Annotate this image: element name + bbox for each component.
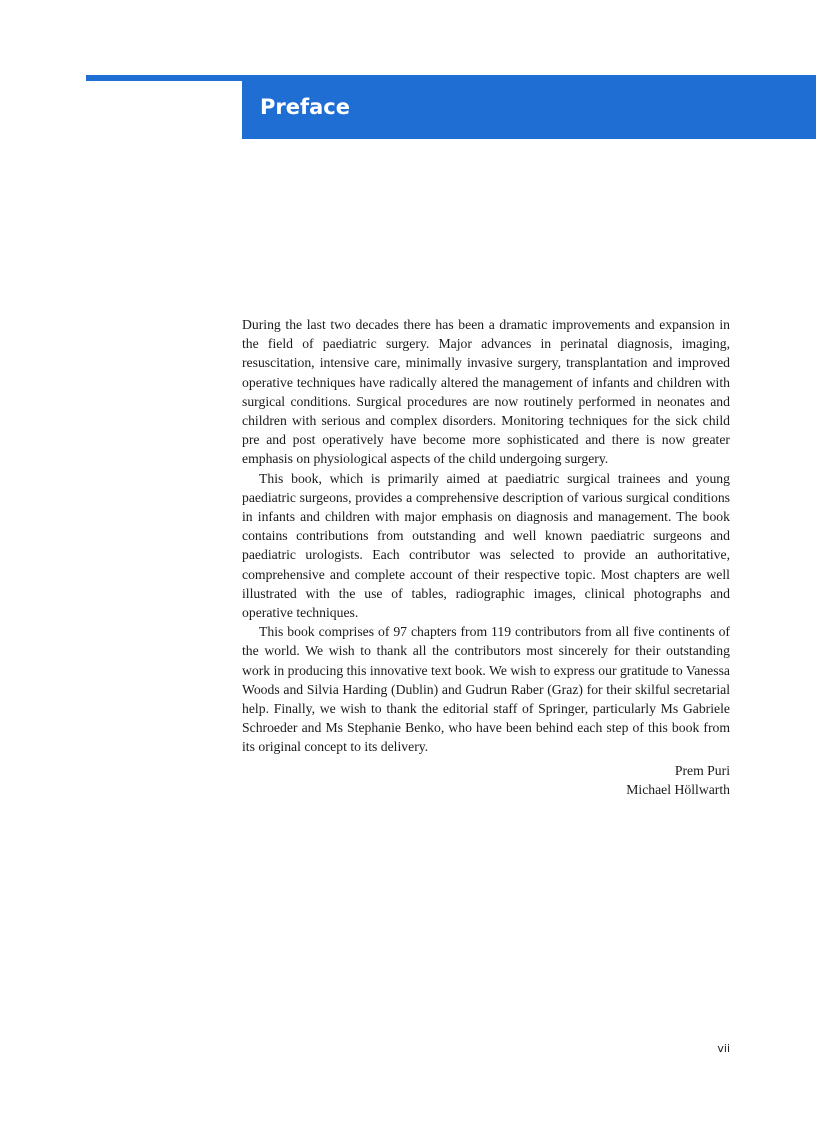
title-banner [242, 81, 816, 139]
body-paragraph: During the last two decades there has been a dramatic improvements and expansion in the field of paediatric surgery. Major advances in perinatal diagnosis, imaging, resuscitation, intensive care, minimally invasive surgery, transplantation and improved operative techniques have radically altered the management of infants and children with surgical conditions. Surgical procedures are now routinely performed in neonates and children with serious and complex disorders. Monitoring techniques for the sick child pre and post operatively have become more sophisticated and there is now greater emphasis on physiological aspects of the child undergoing surgery. [242, 317, 730, 467]
page-title: Preface [260, 95, 350, 119]
preface-body [242, 315, 730, 757]
body-paragraph: This book comprises of 97 chapters from 119 contributors from all five continents of the world. We wish to thank all the contributors most sincerely for their outstanding work in producing this innovative text book. We wish to express our gratitude to Vanessa Woods and Silvia Harding (Dublin) and Gudrun Raber (Graz) for their skilful secretarial help. Finally, we wish to thank the editorial staff of Springer, particularly Ms Gabriele Schroeder and Ms Stephanie Benko, who have been behind each step of this book from its original concept to its delivery. [242, 624, 730, 755]
author-name: Prem Puri [674, 763, 730, 778]
body-paragraph: This book, which is primarily aimed at paediatric surgical trainees and young paediatric surgeons, provides a comprehensive description of various surgical conditions in infants and children with major emphasis on diagnosis and management. The book contains contributions from outstanding and well known paediatric surgeons and paediatric urologists. Each contributor was selected to provide an authoritative, comprehensive and complete account of their respective topic. Most chapters are well illustrated with the use of tables, radiographic images, clinical photographs and operative techniques. [242, 470, 730, 621]
author-name: Michael Höllwarth [626, 782, 730, 798]
author-signatures [242, 761, 730, 799]
page-number: vii [717, 1042, 730, 1055]
